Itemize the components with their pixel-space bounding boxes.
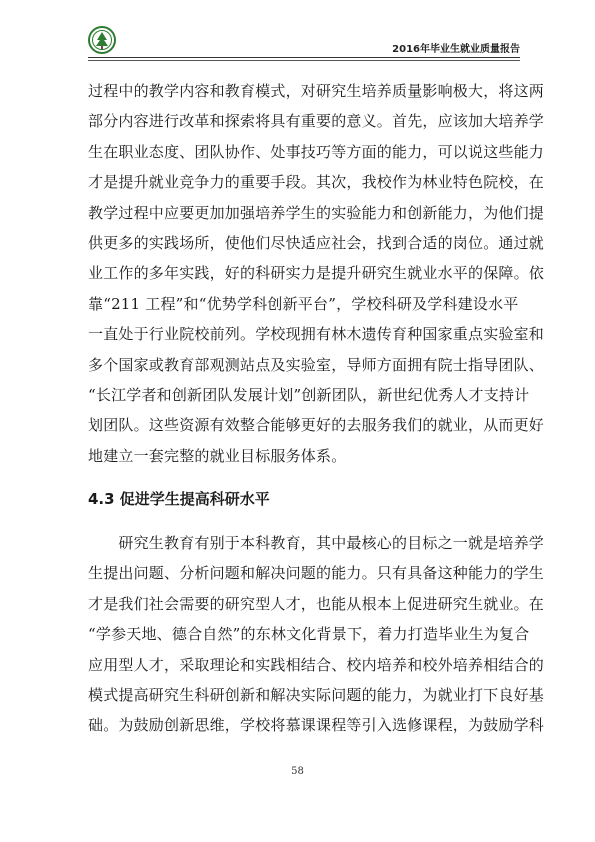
paragraph-2 — [88, 528, 545, 741]
page-body — [88, 76, 545, 741]
text-line: 础。为鼓励创新思维，学校将慕课课程等引入选修课程，为鼓励学科 — [88, 716, 545, 735]
text-line: 研究生教育有别于本科教育，其中最核心的目标之一就是培养学 — [88, 534, 545, 553]
report-title: 2016年毕业生就业质量报告 — [392, 44, 520, 55]
paragraph-1 — [88, 76, 545, 471]
text-line: 业工作的多年实践，好的科研实力是提升研究生就业水平的保障。依 — [88, 264, 545, 283]
text-line: 划团队。这些资源有效整合能够更好的去服务我们的就业，从而更好 — [88, 416, 545, 435]
text-line: 应用型人才，采取理论和实践相结合、校内培养和校外培养相结合的 — [88, 655, 545, 674]
text-line: 多个国家或教育部观测站点及实验室，导师方面拥有院士指导团队、 — [88, 355, 545, 374]
page-number: 58 — [291, 766, 304, 777]
section-heading: 4.3 促进学生提高科研水平 — [88, 490, 270, 509]
text-line: “长江学者和创新团队发展计划”创新团队，新世纪优秀人才支持计 — [88, 385, 530, 404]
text-line: 模式提高研究生科研创新和解决实际问题的能力，为就业打下良好基 — [88, 686, 545, 705]
text-line: 过程中的教学内容和教育模式，对研究生培养质量影响极大，将这两 — [88, 82, 545, 100]
text-line: 部分内容进行改革和探索将具有重要的意义。首先，应该加大培养学 — [88, 112, 545, 131]
text-line: 才是我们社会需要的研究型人才，也能从根本上促进研究生就业。在 — [88, 594, 545, 613]
text-line: 一直处于行业院校前列。学校现拥有林木遗传育种国家重点实验室和 — [88, 325, 545, 344]
text-line: “学参天地、德合自然”的东林文化背景下，着力打造毕业生为复合 — [88, 625, 530, 644]
header-rule-thin — [88, 60, 520, 61]
text-line: 供更多的实践场所，使他们尽快适应社会，找到合适的岗位。通过就 — [88, 233, 545, 252]
text-line: 地建立一套完整的就业目标服务体系。 — [88, 446, 347, 465]
text-line: 生在职业态度、团队协作、处事技巧等方面的能力，可以说这些能力 — [88, 142, 545, 161]
text-line: 生提出问题、分析问题和解决问题的能力。只有具备这种能力的学生 — [88, 564, 545, 583]
page-header — [88, 26, 520, 64]
university-logo-icon — [88, 26, 116, 54]
text-line: 才是提升就业竞争力的重要手段。其次，我校作为林业特色院校，在 — [88, 173, 545, 192]
text-line: 靠“211 工程”和“优势学科创新平台”，学校科研及学科建设水平 — [88, 294, 519, 313]
header-rule — [88, 57, 520, 58]
text-line: 教学过程中应要更加加强培养学生的实验能力和创新能力，为他们提 — [88, 203, 545, 222]
